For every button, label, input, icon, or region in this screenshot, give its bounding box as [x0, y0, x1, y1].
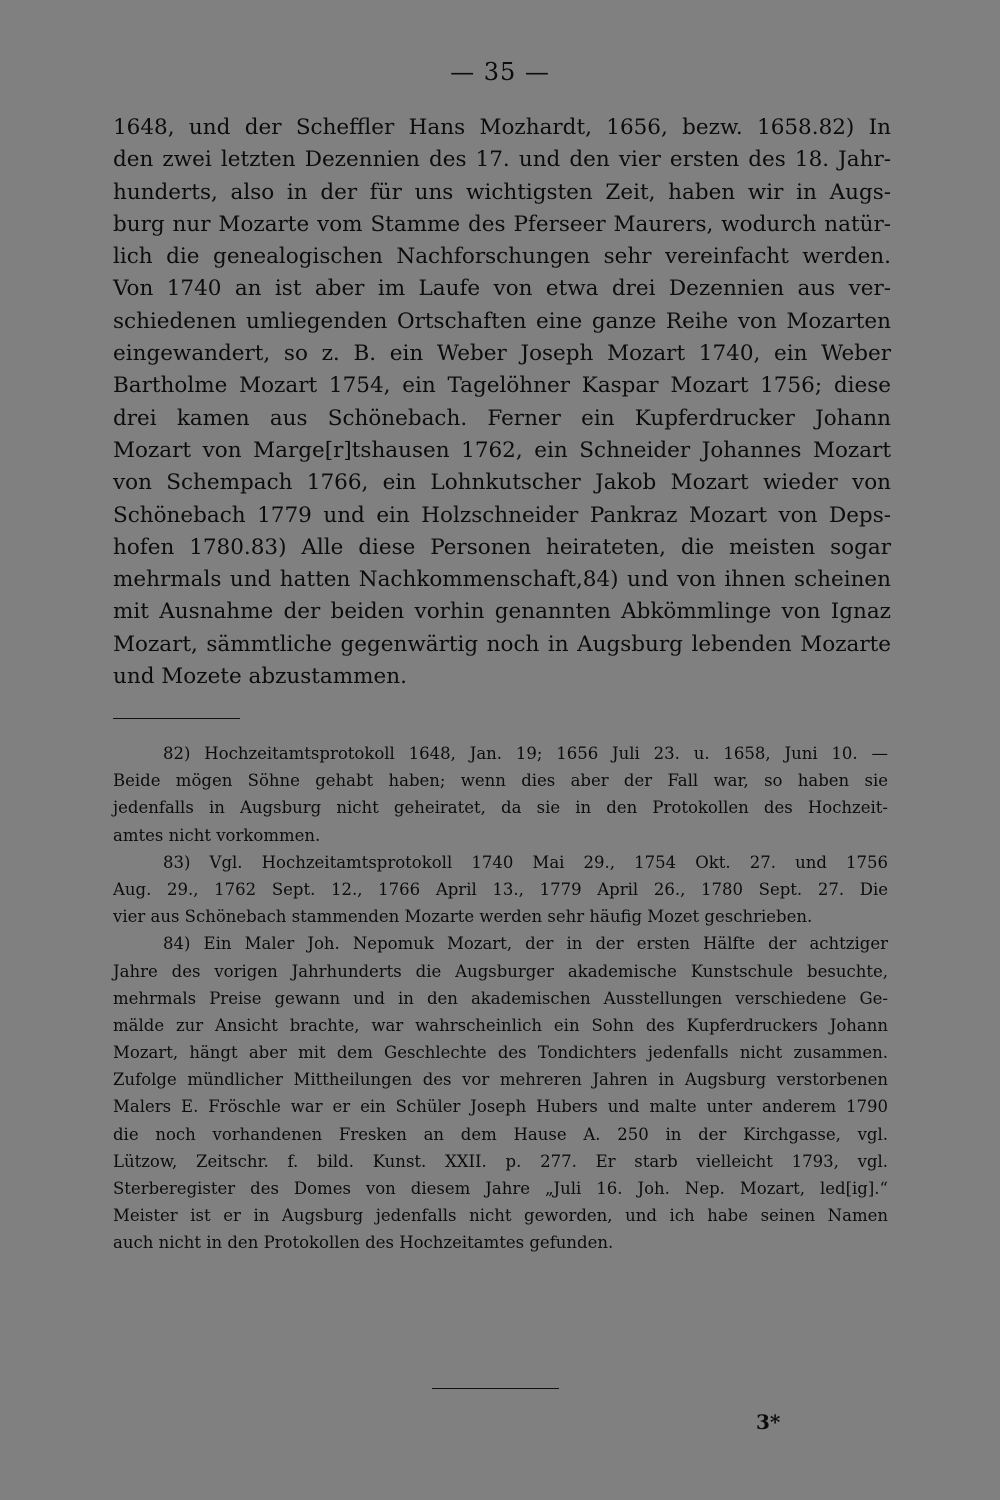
main-text-line: Von 1740 an ist aber im Laufe von etwa drei Dezennien aus ver-: [113, 276, 891, 302]
footnote-84-line: 84) Ein Maler Joh. Nepomuk Mozart, der in der ersten Hälfte der achtziger: [163, 934, 888, 954]
footnote-83-line: vier aus Schönebach stammenden Mozarte werden sehr häufig Mozet geschrieben.: [113, 907, 813, 927]
footnote-84-line: Sterberegister des Domes von diesem Jahre „Juli 16. Joh. Nep. Mozart, led[ig].“: [113, 1179, 888, 1198]
footnote-83-line: 83) Vgl. Hochzeitamtsprotokoll 1740 Mai 29., 1754 Okt. 27. und 1756: [163, 852, 888, 872]
main-text-line: Schönebach 1779 und ein Holzschneider Pankraz Mozart von Deps-: [113, 502, 891, 528]
bottom-divider: [432, 1388, 559, 1389]
main-text-line: lich die genealogischen Nachforschungen sehr vereinfacht werden.: [113, 244, 891, 270]
footnote-84-line: Zufolge mündlicher Mittheilungen des vor mehreren Jahren in Augsburg verstorbenen: [113, 1070, 888, 1090]
footnote-84-line: die noch vorhandenen Fresken an dem Hause A. 250 in der Kirchgasse, vgl.: [113, 1124, 888, 1144]
main-text-line: Mozart, sämmtliche gegenwärtig noch in Augsburg lebenden Mozarte: [113, 631, 891, 657]
footnote-84-line: Meister ist er in Augsburg jedenfalls nicht geworden, und ich habe seinen Namen: [113, 1206, 888, 1226]
main-text-line: Bartholme Mozart 1754, ein Tagelöhner Kaspar Mozart 1756; diese: [113, 373, 891, 399]
footnote-82-line: amtes nicht vorkommen.: [113, 825, 321, 845]
main-text-line: und Mozete abzustammen.: [113, 664, 407, 690]
main-text-block: [113, 112, 891, 693]
footnote-divider: [113, 718, 240, 719]
footnote-84-line: mälde zur Ansicht brachte, war wahrscheinlich ein Sohn des Kupferdruckers Johann: [113, 1015, 888, 1035]
footnote-83-line: Aug. 29., 1762 Sept. 12., 1766 April 13., 1779 April 26., 1780 Sept. 27. Die: [113, 879, 888, 899]
page-number: — 35 —: [450, 58, 550, 86]
main-text-line: schiedenen umliegenden Ortschaften eine ganze Reihe von Mozarten: [113, 308, 891, 334]
footnote-84-line: Malers E. Fröschle war er ein Schüler Joseph Hubers und malte unter anderem 1790: [113, 1097, 888, 1117]
main-text-line: hunderts, also in der für uns wichtigsten Zeit, haben wir in Augs-: [113, 179, 891, 205]
main-text-line: hofen 1780.83) Alle diese Personen heirateten, die meisten sogar: [113, 534, 891, 560]
footnote-82-line: Beide mögen Söhne gehabt haben; wenn dies aber der Fall war, so haben sie: [113, 771, 888, 791]
main-text-line: von Schempach 1766, ein Lohnkutscher Jakob Mozart wieder von: [113, 470, 891, 496]
signature-mark: 3*: [756, 1410, 781, 1434]
main-text-line: mehrmals und hatten Nachkommenschaft,84) und von ihnen scheinen: [113, 567, 891, 593]
main-text-line: drei kamen aus Schönebach. Ferner ein Kupferdrucker Johann: [113, 405, 891, 431]
main-text-line: eingewandert, so z. B. ein Weber Joseph Mozart 1740, ein Weber: [113, 341, 891, 367]
footnote-82-line: jedenfalls in Augsburg nicht geheiratet, da sie in den Protokollen des Hochzeit-: [113, 798, 888, 818]
main-text-line: den zwei letzten Dezennien des 17. und den vier ersten des 18. Jahr-: [113, 147, 891, 173]
main-text-line: Mozart von Marge[r]tshausen 1762, ein Schneider Johannes Mozart: [113, 437, 891, 463]
footnotes-block: [113, 740, 888, 1257]
footnote-84-line: Mozart, hängt aber mit dem Geschlechte des Tondichters jedenfalls nicht zusammen.: [113, 1043, 888, 1063]
main-text-line: burg nur Mozarte vom Stamme des Pferseer Maurers, wodurch natür-: [113, 211, 891, 237]
main-text-line: mit Ausnahme der beiden vorhin genannten Abkömmlinge von Ignaz: [113, 599, 891, 625]
footnote-82-line: 82) Hochzeitamtsprotokoll 1648, Jan. 19; 1656 Juli 23. u. 1658, Juni 10. —: [163, 744, 888, 763]
footnote-84-line: Jahre des vorigen Jahrhunderts die Augsburger akademische Kunstschule besuchte,: [113, 961, 888, 981]
footnote-84-line: auch nicht in den Protokollen des Hochzeitamtes gefunden.: [113, 1233, 614, 1253]
footnote-84-line: mehrmals Preise gewann und in den akademischen Ausstellungen verschiedene Ge-: [113, 988, 888, 1008]
footnote-84-line: Lützow, Zeitschr. f. bild. Kunst. XXII. p. 277. Er starb vielleicht 1793, vgl.: [113, 1151, 888, 1171]
main-text-line: 1648, und der Scheffler Hans Mozhardt, 1656, bezw. 1658.82) In: [113, 115, 891, 140]
